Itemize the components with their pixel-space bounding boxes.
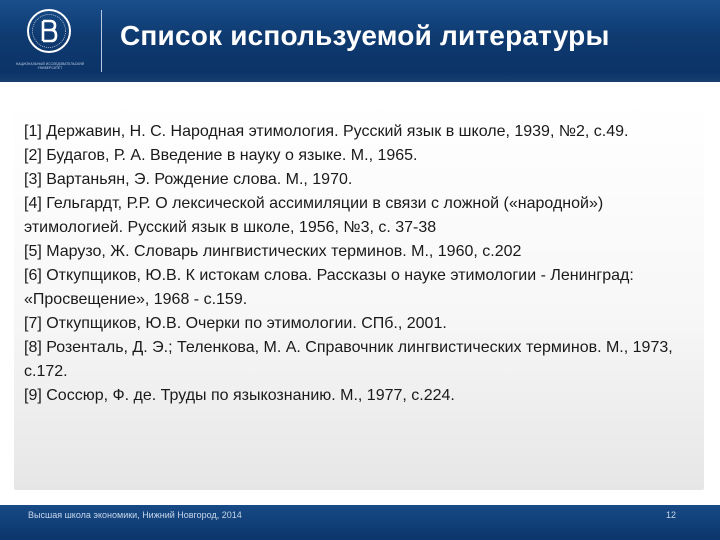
slide-header [0,0,720,82]
reference-item: [4] Гельгардт, Р.Р. О лексической ассимиляции в связи с ложной («народной») этимологией. Русский язык в школе, 1956, №3, с. 37-38 [24,195,604,236]
logo-caption: НАЦИОНАЛЬНЫЙ ИССЛЕДОВАТЕЛЬСКИЙ УНИВЕРСИТЕТ [15,62,84,70]
logo-block [0,0,96,82]
reference-item: [7] Откупщиков, Ю.В. Очерки по этимологии. СПб., 2001. [24,315,447,332]
university-logo-icon [26,8,72,54]
page-number: 12 [665,510,676,520]
slide-title: Список используемой литературы [120,20,610,51]
reference-item: [6] Откупщиков, Ю.В. К истокам слова. Рассказы о науке этимологии - Ленинград: «Просвещение», 1968 - с.159. [24,267,634,308]
reference-item: [2] Будагов, Р. А. Введение в науку о языке. М., 1965. [24,147,418,164]
reference-item: [3] Вартаньян, Э. Рождение слова. М., 1970. [24,171,353,188]
references-panel [14,100,704,490]
header-divider [101,10,102,72]
reference-item: [8] Розенталь, Д. Э.; Теленкова, М. А. Справочник лингвистических терминов. М., 1973, с.172. [24,339,673,380]
reference-list [24,120,689,408]
slide-footer [0,505,720,540]
reference-item: [1] Державин, Н. С. Народная этимология. Русский язык в школе, 1939, №2, с.49. [24,123,629,140]
reference-item: [9] Соссюр, Ф. де. Труды по языкознанию. М., 1977, с.224. [24,387,455,404]
footer-text: Высшая школа экономики, Нижний Новгород, 2014 [28,510,242,520]
reference-item: [5] Марузо, Ж. Словарь лингвистических терминов. М., 1960, с.202 [24,243,522,260]
